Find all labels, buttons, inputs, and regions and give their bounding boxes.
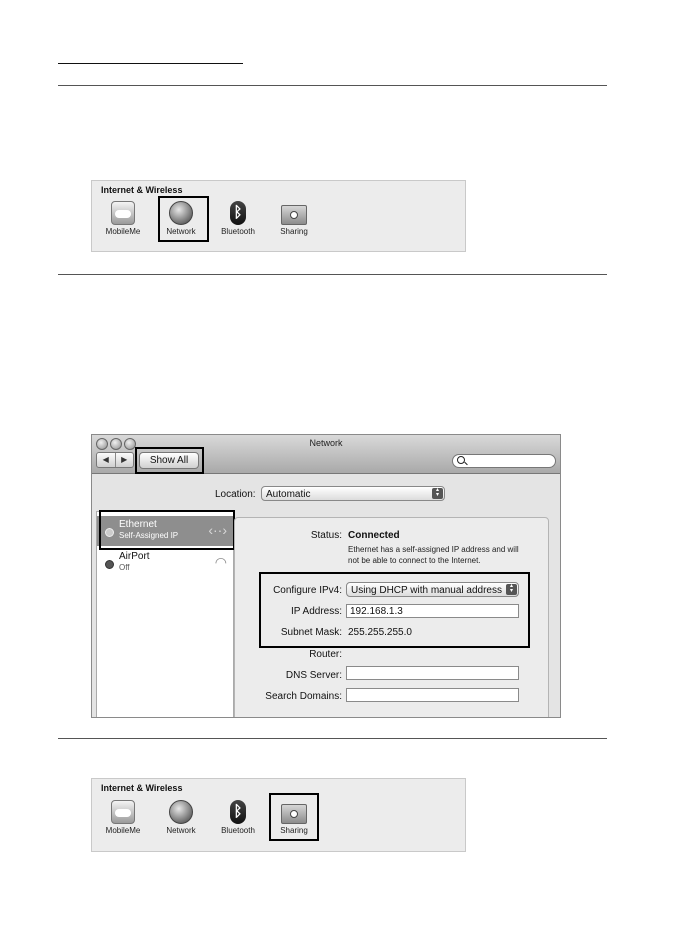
configure-ipv4-value: Using DHCP with manual address (351, 585, 502, 596)
pref-bluetooth[interactable] (213, 201, 263, 236)
highlight-ipv4-settings (259, 572, 530, 648)
service-status: Self-Assigned IP (119, 531, 179, 540)
pref-label: Bluetooth (221, 227, 255, 236)
section-divider-1 (58, 85, 607, 86)
pref-sharing[interactable] (269, 201, 319, 236)
status-dot-icon (105, 560, 114, 569)
service-status: Off (119, 563, 130, 572)
highlight-network (158, 196, 209, 242)
highlight-sharing (269, 793, 319, 841)
dns-server-label: DNS Server: (285, 670, 342, 681)
pref-label: Network (166, 227, 196, 236)
search-field[interactable] (452, 454, 556, 468)
router-label: Router: (309, 649, 342, 660)
search-domains-label: Search Domains: (265, 691, 342, 702)
search-domains-field[interactable] (346, 688, 519, 702)
configure-ipv4-label: Configure IPv4: (273, 585, 342, 596)
bluetooth-icon: ᛒ (230, 201, 246, 225)
network-globe-icon (169, 800, 193, 824)
pref-network[interactable] (156, 800, 206, 835)
select-arrows-icon: ▴ ▾ (432, 488, 443, 499)
dns-server-field[interactable] (346, 666, 519, 680)
location-label: Location: (215, 489, 256, 500)
pref-label: MobileMe (105, 227, 141, 236)
highlight-show-all (135, 447, 204, 474)
pref-label: Network (166, 826, 196, 835)
ethernet-arrows-icon: ‹··› (208, 522, 227, 538)
status-value: Connected (348, 530, 400, 541)
service-name: Ethernet (119, 519, 157, 530)
ip-address-field[interactable]: 192.168.1.3 (346, 604, 519, 618)
back-button[interactable]: ◀ (97, 453, 116, 467)
internet-wireless-panel-bottom (91, 778, 466, 852)
network-window (91, 434, 561, 718)
mobileme-icon (111, 201, 135, 225)
nav-buttons (96, 452, 134, 468)
bluetooth-icon: ᛒ (230, 800, 246, 824)
status-label: Status: (310, 530, 342, 541)
panel-title: Internet & Wireless (101, 783, 183, 793)
subnet-mask-value: 255.255.255.0 (348, 627, 412, 638)
pref-mobileme[interactable] (98, 800, 148, 835)
mobileme-icon (111, 800, 135, 824)
pref-label: Sharing (280, 227, 308, 236)
select-arrows-icon: ▴ ▾ (506, 584, 517, 595)
search-icon (457, 456, 465, 464)
section-divider-3 (58, 738, 607, 739)
pref-label: MobileMe (105, 826, 141, 835)
internet-wireless-panel-top (91, 180, 466, 252)
pref-bluetooth[interactable] (213, 800, 263, 835)
show-all-button[interactable]: Show All (139, 452, 199, 469)
pref-mobileme[interactable] (98, 201, 148, 236)
forward-button[interactable]: ▶ (121, 455, 128, 464)
status-note: Ethernet has a self-assigned IP address and will not be able to connect to the Internet. (348, 545, 519, 565)
window-title: Network (309, 438, 343, 448)
highlight-ethernet (99, 510, 235, 550)
ip-address-label: IP Address: (291, 606, 342, 617)
sharing-folder-icon (281, 205, 307, 225)
pref-label: Bluetooth (221, 826, 255, 835)
service-name: AirPort (119, 551, 150, 562)
location-value: Automatic (266, 489, 311, 500)
header-underline (58, 63, 243, 64)
pref-label: Sharing (280, 826, 308, 835)
window-toolbar (92, 435, 560, 474)
service-airport[interactable] (97, 548, 233, 578)
subnet-mask-label: Subnet Mask: (280, 627, 342, 638)
panel-title: Internet & Wireless (101, 185, 183, 195)
wifi-icon: ◠ (214, 554, 227, 570)
section-divider-2 (58, 274, 607, 275)
location-select[interactable] (261, 486, 445, 501)
